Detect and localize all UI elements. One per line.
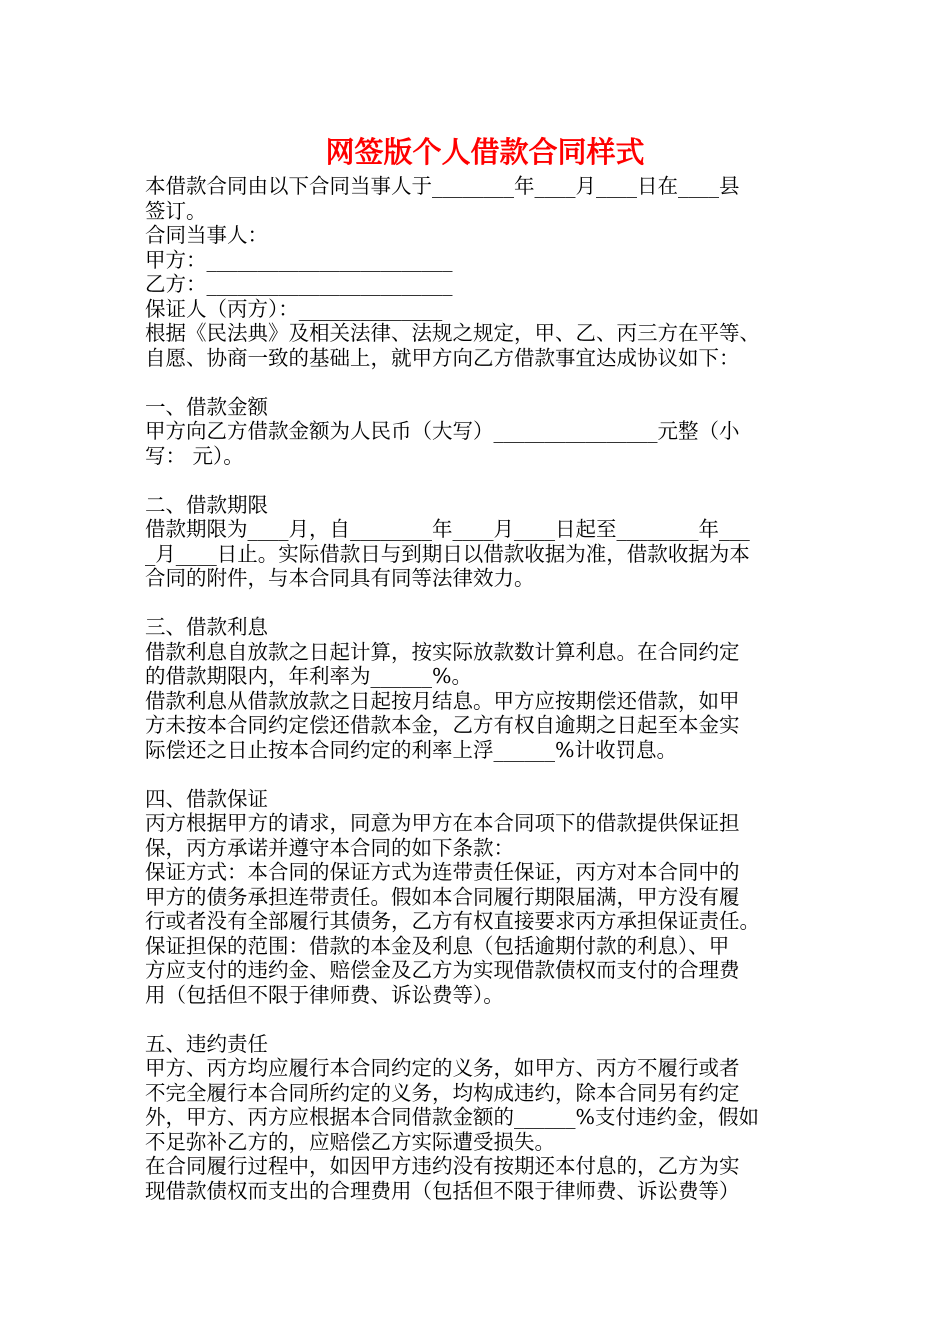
- text-line: 乙方：________________________: [145, 272, 453, 296]
- text-line: 保证担保的范围：借款的本金及利息（包括逾期付款的利息）、甲: [145, 933, 730, 958]
- document-title: 网签版个人借款合同样式: [325, 135, 645, 169]
- text-line: 在合同履行过程中，如因甲方违约没有按期还本付息的，乙方为实: [145, 1154, 740, 1178]
- text-line: 甲方向乙方借款金额为人民币（大写）________________元整（小: [145, 419, 740, 443]
- text-line: 根据《民法典》及相关法律、法规之规定，甲、乙、丙三方在平等、: [145, 321, 760, 345]
- text-line: 保证人（丙方）：______________: [145, 296, 443, 321]
- text-line: 五、违约责任: [145, 1031, 268, 1056]
- document-body: [145, 174, 825, 1203]
- text-line: 甲方：________________________: [145, 247, 453, 272]
- text-line: 用（包括但不限于律师费、诉讼费等）。: [145, 982, 504, 1007]
- text-line: 借款期限为____月，自________年____月____日起至________年___: [145, 517, 750, 541]
- text-line: 方未按本合同约定偿还借款本金，乙方有权自逾期之日起至本金实: [145, 713, 740, 737]
- text-line: 一、借款金额: [145, 394, 268, 419]
- text-line: 借款利息自放款之日起计算，按实际放款数计算利息。在合同约定: [145, 639, 740, 664]
- text-line: 四、借款保证: [145, 786, 268, 811]
- text-line: 甲方、丙方均应履行本合同约定的义务，如甲方、丙方不履行或者: [145, 1056, 740, 1080]
- text-line: 外，甲方、丙方应根据本合同借款金额的______%支付违约金，假如: [145, 1105, 759, 1129]
- blank-line: [145, 370, 825, 395]
- text-line: 保，丙方承诺并遵守本合同的如下条款：: [145, 835, 514, 860]
- text-line: 合同当事人：: [145, 223, 268, 247]
- text-line: _月____日止。实际借款日与到期日以借款收据为准，借款收据为本: [145, 541, 750, 566]
- text-line: 际偿还之日止按本合同约定的利率上浮______%计收罚息。: [145, 737, 677, 762]
- text-line: 合同的附件，与本合同具有同等法律效力。: [145, 566, 535, 590]
- text-line: 方应支付的违约金、赔偿金及乙方为实现借款债权而支付的合理费: [145, 958, 740, 982]
- blank-line: [145, 591, 825, 616]
- text-line: 的借款期限内，年利率为______%。: [145, 664, 472, 688]
- blank-line: [145, 1007, 825, 1032]
- document-page: [145, 130, 825, 1203]
- text-line: 二、借款期限: [145, 492, 268, 517]
- text-line: 现借款债权而支出的合理费用（包括但不限于律师费、诉讼费等）: [145, 1178, 740, 1203]
- text-line: 不完全履行本合同所约定的义务，均构成违约，除本合同另有约定: [145, 1080, 740, 1105]
- text-line: 借款利息从借款放款之日起按月结息。甲方应按期偿还借款，如甲: [145, 688, 740, 713]
- text-line: 不足弥补乙方的，应赔偿乙方实际遭受损失。: [145, 1129, 555, 1154]
- text-line: 自愿、协商一致的基础上，就甲方向乙方借款事宜达成协议如下：: [145, 345, 740, 370]
- text-line: 行或者没有全部履行其债务，乙方有权直接要求丙方承担保证责任。: [145, 909, 760, 933]
- text-line: 写： 元）。: [145, 443, 244, 468]
- text-line: 甲方的债务承担连带责任。假如本合同履行期限届满，甲方没有履: [145, 884, 740, 909]
- text-line: 三、借款利息: [145, 615, 268, 639]
- blank-line: [145, 468, 825, 493]
- text-line: 丙方根据甲方的请求，同意为甲方在本合同项下的借款提供保证担: [145, 811, 740, 835]
- text-line: 保证方式：本合同的保证方式为连带责任保证，丙方对本合同中的: [145, 860, 740, 884]
- text-line: 本借款合同由以下合同当事人于________年____月____日在____县: [145, 174, 740, 198]
- text-line: 签订。: [145, 198, 207, 223]
- blank-line: [145, 762, 825, 787]
